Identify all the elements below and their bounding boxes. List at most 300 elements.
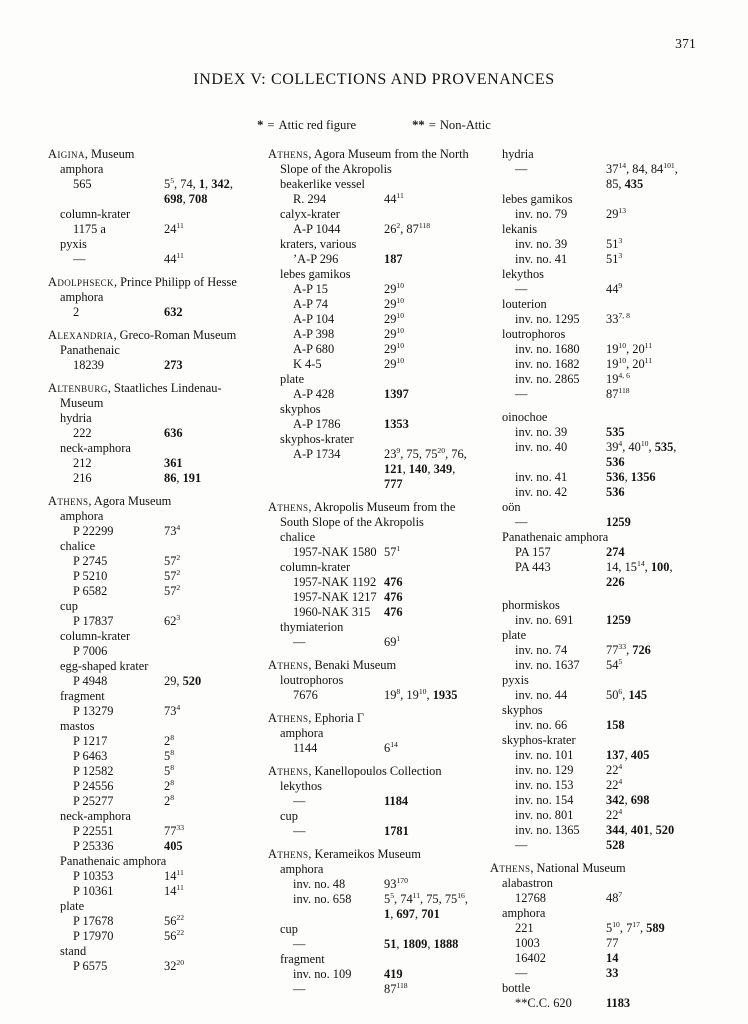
shape-group xyxy=(268,267,476,372)
entry-row xyxy=(268,312,476,327)
entry-row xyxy=(490,643,692,658)
entry-number: P 5210 xyxy=(73,569,108,583)
entry-references: 1184 xyxy=(384,794,409,808)
collection-heading: Athens, National Museum xyxy=(490,861,626,875)
shape-group xyxy=(490,876,692,906)
entry-references: $23^9$, 75, $75^{20}$, 76, 121, 140, 349, 777 xyxy=(384,445,467,491)
entry-row xyxy=(48,554,254,569)
entry-row xyxy=(48,674,254,689)
entry-number: P 22299 xyxy=(73,524,114,538)
entry-number: 221 xyxy=(515,921,534,935)
entry-row xyxy=(48,584,254,599)
collection-heading: Athens, Kanellopoulos Collection xyxy=(268,764,442,778)
entry-number: — xyxy=(293,824,306,838)
entry-references: 1397 xyxy=(384,387,409,401)
shape-group xyxy=(48,689,254,719)
entry-row xyxy=(490,470,692,485)
entry-number: P 6463 xyxy=(73,749,108,763)
shape-group xyxy=(268,862,476,922)
entry-row xyxy=(490,372,692,387)
entry-row xyxy=(490,921,692,936)
shape-group xyxy=(268,237,476,267)
entry-references: 77 xyxy=(606,936,619,950)
entry-number: — xyxy=(293,937,306,951)
entry-row xyxy=(268,741,476,756)
entry-references: $44^9$ xyxy=(606,280,623,296)
shape-label: kraters, various xyxy=(280,237,357,251)
shape-label: lebes gamikos xyxy=(502,192,573,206)
legend-meaning: Non-Attic xyxy=(439,118,491,132)
entry-references: 33 xyxy=(606,966,619,980)
entry-row xyxy=(268,222,476,237)
entry-number: P 6575 xyxy=(73,959,108,973)
collection-name: Athens xyxy=(268,658,309,672)
entry-references: $77^{33}$ xyxy=(164,822,185,838)
entry-references: 535 xyxy=(606,425,625,439)
shape-label: amphora xyxy=(60,290,104,304)
shape-label: beakerlike vessel xyxy=(280,177,365,191)
entry-number: 16402 xyxy=(515,951,546,965)
shape-group xyxy=(268,177,476,207)
entry-references: 536, 1356 xyxy=(606,470,656,484)
entry-number: 212 xyxy=(73,456,92,470)
entry-row xyxy=(268,447,476,492)
entry-references: $54^5$ xyxy=(606,656,623,672)
entry-row xyxy=(268,387,476,402)
shape-label: plate xyxy=(502,628,527,642)
shape-group xyxy=(48,599,254,629)
entry-row xyxy=(48,869,254,884)
entry-references xyxy=(164,644,254,659)
shape-group xyxy=(48,207,254,237)
entry-number: A-P 74 xyxy=(293,297,328,311)
entry-references: $32^{20}$ xyxy=(164,957,185,973)
shape-label: bottle xyxy=(502,981,531,995)
entry-references: $29^{10}$ xyxy=(384,355,405,371)
collection-section xyxy=(268,847,476,997)
asterisk-symbol: * xyxy=(257,118,264,132)
collection-name: Athens xyxy=(268,847,309,861)
entry-references: $57^2$ xyxy=(164,567,181,583)
shape-group xyxy=(268,530,476,560)
collection-heading: Athens, Benaki Museum xyxy=(268,658,397,672)
entry-references: 274 xyxy=(606,545,625,559)
entry-row xyxy=(268,794,476,809)
collection-section xyxy=(48,147,254,267)
entry-row xyxy=(48,456,254,471)
entry-references: $2^8$ xyxy=(164,732,175,748)
entry-number: P 25277 xyxy=(73,794,114,808)
entry-number: P 25336 xyxy=(73,839,114,853)
entry-number: — xyxy=(293,982,306,996)
entry-number: inv. no. 691 xyxy=(515,613,574,627)
entry-references: $77^{33}$, 726 xyxy=(606,641,651,657)
collection-heading: Athens, Kerameikos Museum xyxy=(268,847,421,861)
entry-row xyxy=(268,590,476,605)
entry-row xyxy=(268,417,476,432)
shape-group xyxy=(268,673,476,703)
entry-number: 565 xyxy=(73,177,92,191)
entry-number: inv. no. 1295 xyxy=(515,312,580,326)
shape-label: amphora xyxy=(60,162,104,176)
entry-number: 2 xyxy=(73,305,80,319)
entry-references: 14, $15^{14}$, 100, 226 xyxy=(606,558,673,589)
entry-number: P 17837 xyxy=(73,614,114,628)
entry-number: inv. no. 154 xyxy=(515,793,574,807)
entry-number: 7676 xyxy=(293,688,318,702)
entry-references: 86, 191 xyxy=(164,471,202,485)
equals-sign: = xyxy=(428,118,436,132)
entry-row xyxy=(490,252,692,267)
entry-number: — xyxy=(73,252,86,266)
entry-row xyxy=(490,357,692,372)
entry-row xyxy=(268,282,476,297)
shape-group xyxy=(268,779,476,809)
shape-label: lebes gamikos xyxy=(280,267,351,281)
entry-references: 1259 xyxy=(606,613,631,627)
entry-references: 536 xyxy=(606,485,625,499)
entry-references: 636 xyxy=(164,426,183,440)
shape-label: cup xyxy=(60,599,78,613)
entry-number: P 2745 xyxy=(73,554,108,568)
shape-label: calyx-krater xyxy=(280,207,340,221)
entry-references: 632 xyxy=(164,305,183,319)
entry-references: $51^3$ xyxy=(606,250,623,266)
entry-row xyxy=(268,575,476,590)
entry-references: $19^{10}$, $20^{11}$ xyxy=(606,355,653,371)
entry-references: 19$^{4, 6}$ xyxy=(606,370,630,386)
shape-group xyxy=(268,402,476,432)
shape-label: Panathenaic amphora xyxy=(60,854,167,868)
shape-group xyxy=(490,703,692,733)
entry-references: $5^5$, 74, 1, 342, 698, 708 xyxy=(164,175,233,206)
shape-label: plate xyxy=(280,372,305,386)
entry-references: $73^4$ xyxy=(164,702,181,718)
shape-group xyxy=(268,809,476,839)
entry-number: P 1217 xyxy=(73,734,108,748)
entry-number: P 10361 xyxy=(73,884,114,898)
entry-row xyxy=(490,793,692,808)
entry-number: A-P 1734 xyxy=(293,447,341,461)
collection-section xyxy=(48,494,254,974)
entry-number: inv. no. 79 xyxy=(515,207,568,221)
entry-references: $24^{11}$ xyxy=(164,220,184,236)
shape-group xyxy=(490,147,692,192)
entry-number: PA 443 xyxy=(515,560,551,574)
entry-row xyxy=(268,297,476,312)
entry-number: inv. no. 39 xyxy=(515,237,568,251)
legend-meaning: Attic red figure xyxy=(278,118,357,132)
shape-group xyxy=(490,981,692,1011)
shape-label: amphora xyxy=(280,726,324,740)
entry-row xyxy=(48,426,254,441)
entry-references: $22^4$ xyxy=(606,806,623,822)
shape-label: column-krater xyxy=(60,207,131,221)
entry-row xyxy=(48,305,254,320)
collection-heading: Athens, Agora Museum from the North Slope of the Akropolis xyxy=(268,147,469,176)
entry-references: $5^8$ xyxy=(164,762,175,778)
entry-row xyxy=(48,734,254,749)
index-column-1 xyxy=(48,147,254,974)
page-number: 371 xyxy=(675,36,696,51)
entry-number: P 7006 xyxy=(73,644,108,658)
entry-row xyxy=(490,312,692,327)
entry-number: inv. no. 109 xyxy=(293,967,352,981)
entry-row xyxy=(268,327,476,342)
shape-label: lekythos xyxy=(502,267,544,281)
entry-references: 476 xyxy=(384,575,403,589)
entry-row xyxy=(490,387,692,402)
entry-references: $39^4$, $40^{10}$, 535, 536 xyxy=(606,438,677,469)
entry-number: — xyxy=(515,966,528,980)
entry-row xyxy=(48,914,254,929)
shape-label: chalice xyxy=(60,539,96,553)
entry-row xyxy=(490,560,692,590)
shape-group xyxy=(48,854,254,899)
entry-row xyxy=(268,688,476,703)
entry-references: 158 xyxy=(606,718,625,732)
shape-group xyxy=(268,432,476,492)
entry-references: 476 xyxy=(384,590,403,604)
shape-label: pyxis xyxy=(502,673,529,687)
entry-row xyxy=(490,342,692,357)
entry-number: inv. no. 48 xyxy=(293,877,346,891)
entry-number: inv. no. 153 xyxy=(515,778,574,792)
shape-label: skyphos-krater xyxy=(502,733,576,747)
shape-group xyxy=(268,620,476,650)
entry-references: $26^2$, $87^{118}$ xyxy=(384,220,431,236)
entry-references: $2^8$ xyxy=(164,792,175,808)
entry-references: $14^{11}$ xyxy=(164,867,184,883)
collection-section xyxy=(268,147,476,492)
entry-number: P 24556 xyxy=(73,779,114,793)
shape-label: fragment xyxy=(280,952,325,966)
entry-row xyxy=(268,967,476,982)
entry-number: A-P 1044 xyxy=(293,222,341,236)
entry-number: A-P 1786 xyxy=(293,417,341,431)
shape-group xyxy=(490,500,692,530)
shape-group xyxy=(48,509,254,539)
entry-row xyxy=(490,748,692,763)
shape-group xyxy=(268,372,476,402)
entry-number: 1960-NAK 315 xyxy=(293,605,371,619)
entry-number: — xyxy=(515,387,528,401)
entry-row xyxy=(268,877,476,892)
entry-row xyxy=(48,177,254,207)
collection-section xyxy=(268,764,476,839)
entry-row xyxy=(48,644,254,659)
entry-number: 222 xyxy=(73,426,92,440)
shape-group xyxy=(48,162,254,207)
collection-heading: Adolphseck, Prince Philipp of Hesse xyxy=(48,275,237,289)
equals-sign: = xyxy=(267,118,275,132)
entry-number: 12768 xyxy=(515,891,546,905)
entry-references: $37^{14}$, 84, $84^{101}$, 85, 435 xyxy=(606,160,678,191)
entry-number: P 4948 xyxy=(73,674,108,688)
entry-references: 1259 xyxy=(606,515,631,529)
entry-number: — xyxy=(515,282,528,296)
shape-label: Panathenaic amphora xyxy=(502,530,609,544)
entry-row xyxy=(268,342,476,357)
collection-heading: Alexandria, Greco-Roman Museum xyxy=(48,328,237,342)
entry-references: $93^{170}$ xyxy=(384,875,408,891)
entry-number: inv. no. 41 xyxy=(515,252,568,266)
entry-references: 1353 xyxy=(384,417,409,431)
entry-number: inv. no. 101 xyxy=(515,748,574,762)
collection-name: Athens xyxy=(48,494,89,508)
entry-references: $5^{10}$, $7^{17}$, 589 xyxy=(606,919,665,935)
shape-label: hydria xyxy=(60,411,92,425)
entry-row xyxy=(490,613,692,628)
entry-number: P 17678 xyxy=(73,914,114,928)
shape-label: skyphos xyxy=(280,402,321,416)
entry-number: P 22551 xyxy=(73,824,114,838)
shape-group xyxy=(490,530,692,590)
entry-references: $22^4$ xyxy=(606,776,623,792)
shape-group xyxy=(48,629,254,659)
collection-section xyxy=(268,500,476,650)
entry-references: $57^2$ xyxy=(164,582,181,598)
entry-number: A-P 680 xyxy=(293,342,335,356)
entry-row xyxy=(48,614,254,629)
entry-row xyxy=(48,929,254,944)
collection-name: Athens xyxy=(490,861,531,875)
entry-references: $5^8$ xyxy=(164,747,175,763)
collection-heading: Altenburg, Staatliches Lindenau-Museum xyxy=(48,381,222,410)
entry-number: inv. no. 42 xyxy=(515,485,568,499)
entry-references: $29^{13}$ xyxy=(606,205,627,221)
entry-row xyxy=(268,192,476,207)
shape-label: neck-amphora xyxy=(60,809,131,823)
entry-row xyxy=(490,485,692,500)
shape-label: skyphos-krater xyxy=(280,432,354,446)
entry-row xyxy=(490,425,692,440)
shape-label: neck-amphora xyxy=(60,441,131,455)
shape-label: amphora xyxy=(280,862,324,876)
shape-label: thymiaterion xyxy=(280,620,344,634)
entry-row xyxy=(490,207,692,222)
entry-references: 33$^{7, 8}$ xyxy=(606,310,630,326)
entry-number: inv. no. 1365 xyxy=(515,823,580,837)
shape-group xyxy=(490,906,692,981)
entry-row xyxy=(48,764,254,779)
shape-label: column-krater xyxy=(280,560,351,574)
entry-number: K 4-5 xyxy=(293,357,322,371)
shape-group xyxy=(48,290,254,320)
entry-row xyxy=(490,891,692,906)
entry-references: $57^2$ xyxy=(164,552,181,568)
entry-row xyxy=(268,824,476,839)
entry-number: P 10353 xyxy=(73,869,114,883)
shape-label: plate xyxy=(60,899,85,913)
entry-row xyxy=(48,569,254,584)
entry-references: 137, 405 xyxy=(606,748,650,762)
shape-label: hydria xyxy=(502,147,534,161)
collection-section xyxy=(268,658,476,703)
entry-number: inv. no. 41 xyxy=(515,470,568,484)
entry-row xyxy=(490,996,692,1011)
legend-item-attic-red-figure xyxy=(257,118,356,133)
entry-number: inv. no. 658 xyxy=(293,892,352,906)
page-title: INDEX V: COLLECTIONS AND PROVENANCES xyxy=(193,71,555,88)
entry-row xyxy=(490,658,692,673)
entry-references: 344, 401, 520 xyxy=(606,823,675,837)
collection-name: Adolphseck xyxy=(48,275,114,289)
shape-group xyxy=(490,297,692,327)
collection-name: Athens xyxy=(268,711,309,725)
entry-row xyxy=(268,545,476,560)
entry-row xyxy=(48,704,254,719)
shape-group xyxy=(268,922,476,952)
entry-number: A-P 104 xyxy=(293,312,335,326)
shape-label: phormiskos xyxy=(502,598,560,612)
shape-label: oinochoe xyxy=(502,410,548,424)
entry-number: — xyxy=(293,794,306,808)
entry-row xyxy=(490,162,692,192)
entry-number: inv. no. 1682 xyxy=(515,357,580,371)
collection-name: Athens xyxy=(268,147,309,161)
entry-references: $56^{22}$ xyxy=(164,912,185,928)
collection-heading: Athens, Akropolis Museum from the South Slope of the Akropolis xyxy=(268,500,456,529)
entry-row xyxy=(268,937,476,952)
shape-label: amphora xyxy=(502,906,546,920)
entry-number: inv. no. 44 xyxy=(515,688,568,702)
shape-label: Panathenaic xyxy=(60,343,120,357)
entry-references: $56^{22}$ xyxy=(164,927,185,943)
entry-references: $48^7$ xyxy=(606,889,623,905)
entry-references: 51, 1809, 1888 xyxy=(384,937,459,951)
entry-references: $69^1$ xyxy=(384,633,401,649)
entry-number: inv. no. 1637 xyxy=(515,658,580,672)
entry-references: 1781 xyxy=(384,824,409,838)
entry-number: inv. no. 39 xyxy=(515,425,568,439)
entry-number: inv. no. 801 xyxy=(515,808,574,822)
shape-group xyxy=(48,719,254,809)
entry-row xyxy=(48,222,254,237)
entry-row xyxy=(48,824,254,839)
entry-references: $19^8$, $19^{10}$, 1935 xyxy=(384,686,458,702)
index-column-2 xyxy=(268,147,476,997)
shape-label: lekanis xyxy=(502,222,538,236)
entry-row xyxy=(490,778,692,793)
shape-group xyxy=(48,659,254,689)
entry-references: 1183 xyxy=(606,996,631,1010)
entry-row xyxy=(48,839,254,854)
shape-label: skyphos xyxy=(502,703,543,717)
entry-row xyxy=(48,749,254,764)
shape-group xyxy=(48,411,254,441)
shape-group xyxy=(48,441,254,486)
entry-number: 1957-NAK 1580 xyxy=(293,545,377,559)
shape-group xyxy=(48,237,254,267)
entry-row xyxy=(490,515,692,530)
entry-number: — xyxy=(515,515,528,529)
entry-references: $87^{118}$ xyxy=(606,385,630,401)
shape-label: egg-shaped krater xyxy=(60,659,149,673)
entry-row xyxy=(48,252,254,267)
collection-name: Aigina xyxy=(48,147,85,161)
shape-group xyxy=(490,628,692,673)
entry-row xyxy=(268,605,476,620)
entry-row xyxy=(268,357,476,372)
entry-number: 1175 a xyxy=(73,222,106,236)
entry-references: $29^{10}$ xyxy=(384,325,405,341)
entry-row xyxy=(490,838,692,853)
collection-heading: Athens, Ephoria Γ xyxy=(268,711,365,725)
shape-group xyxy=(490,222,692,267)
entry-number: A-P 428 xyxy=(293,387,335,401)
shape-group xyxy=(490,192,692,222)
